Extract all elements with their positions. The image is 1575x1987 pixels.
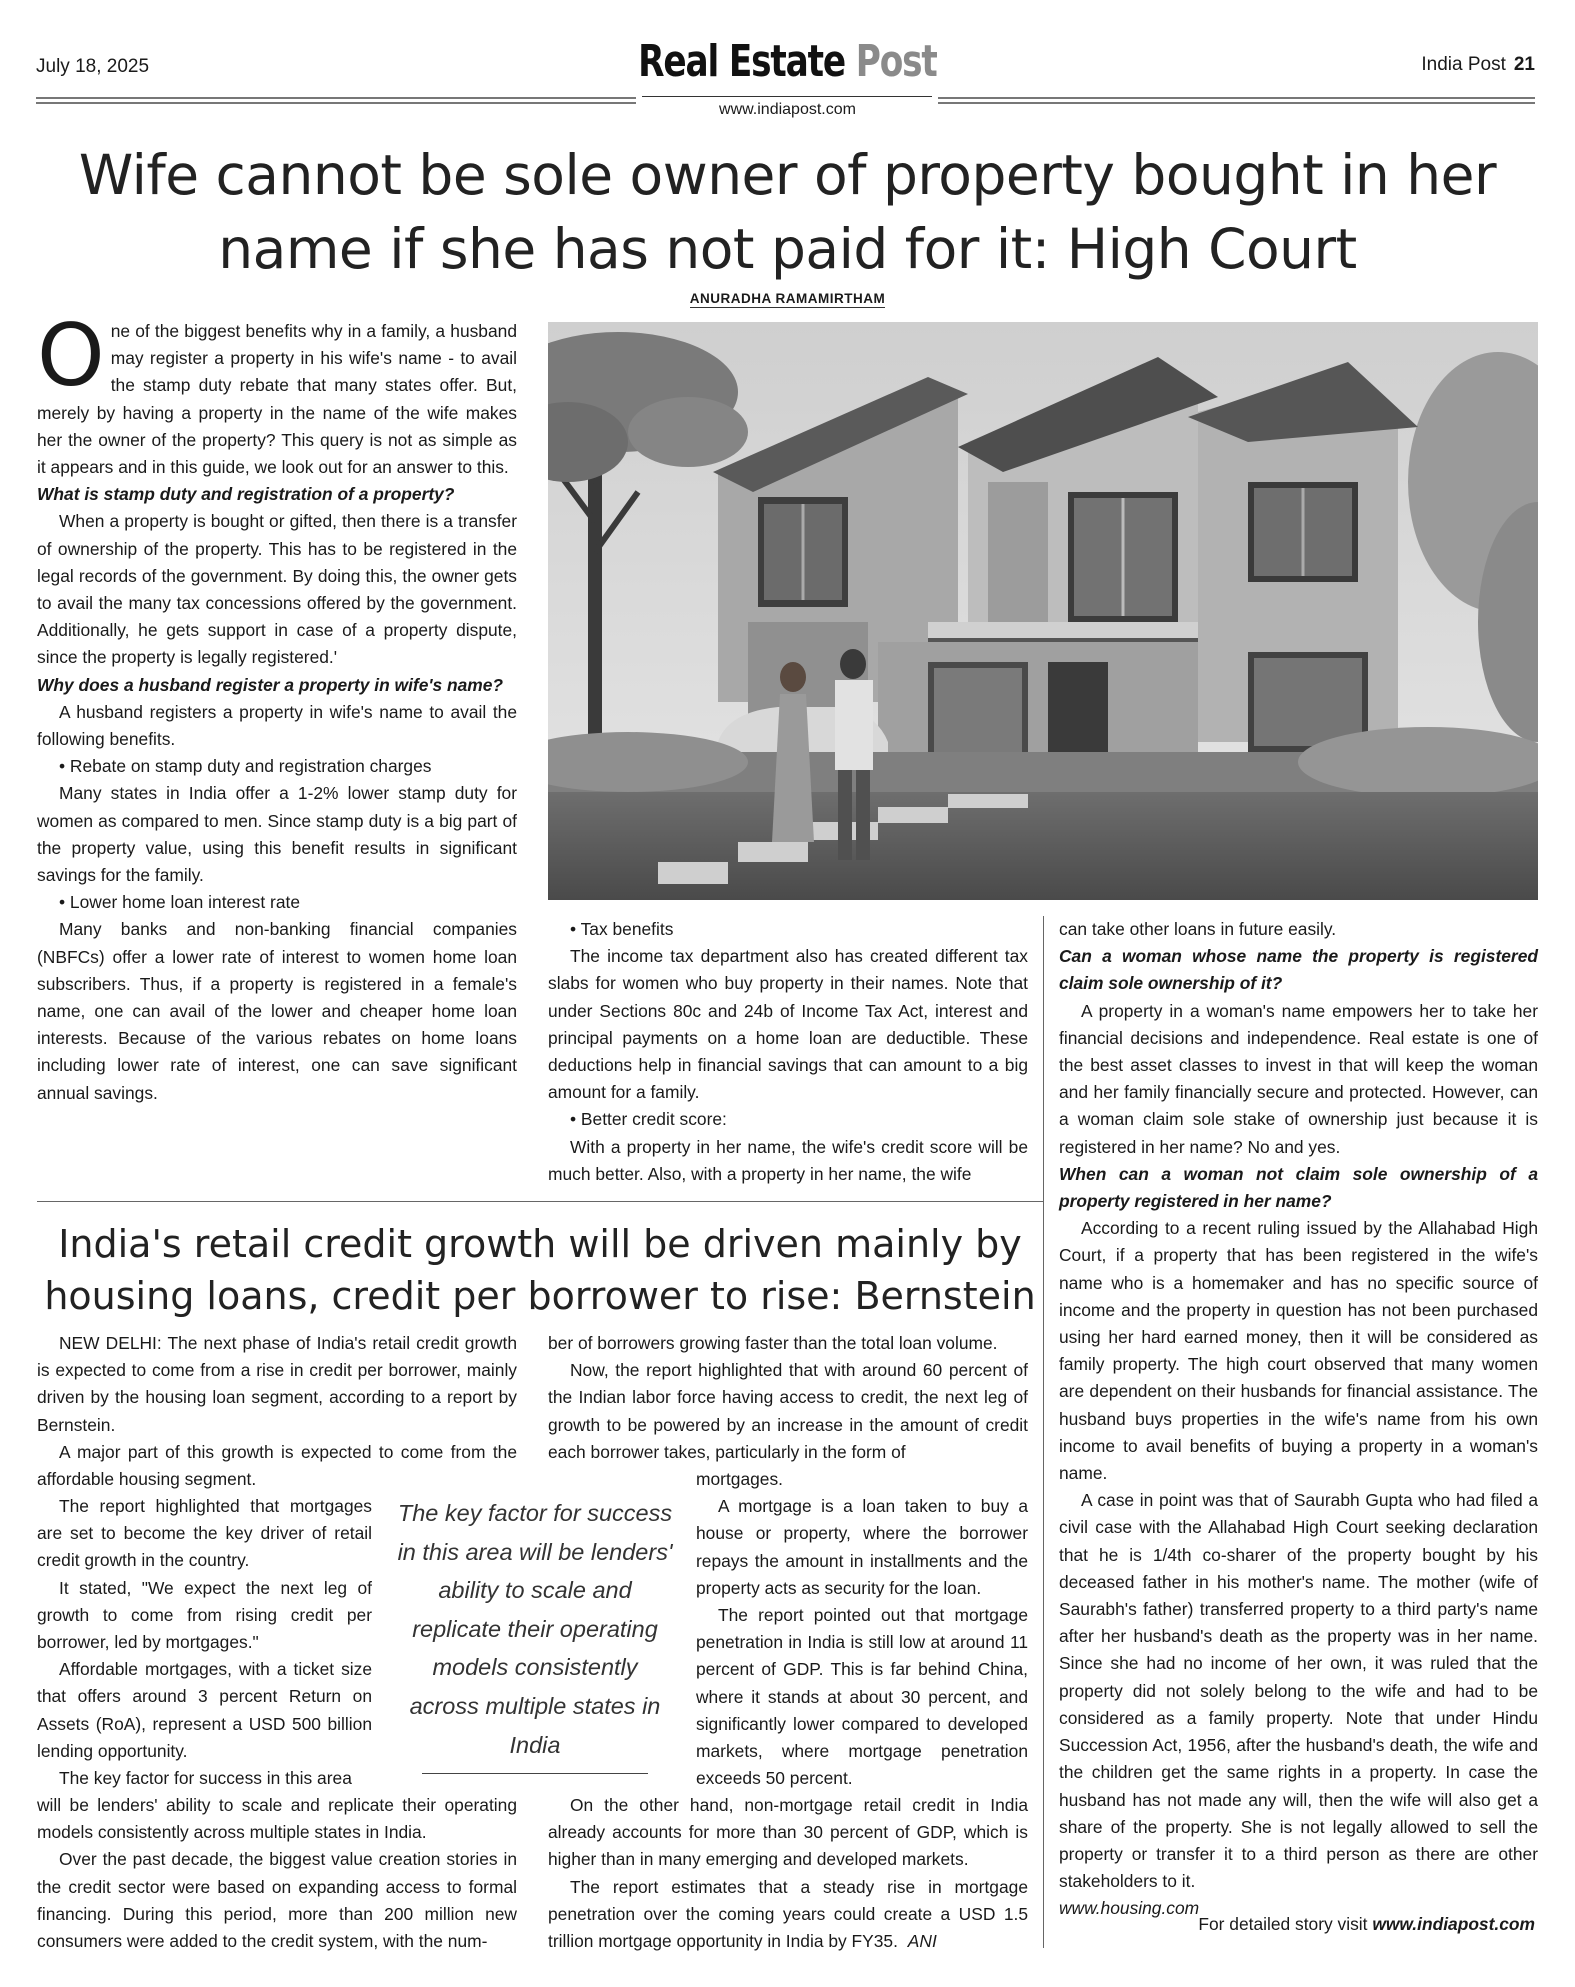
paragraph: • Lower home loan interest rate <box>59 892 300 913</box>
paragraph: • Tax benefits <box>570 919 674 939</box>
paragraph: A case in point was that of Saurabh Gupta who had filed a civil case with the Allahabad High Court seeking declaration that he is 1/4th co-sharer of the property bought by his deceased father in his mother's name. The mother (wife of Saurabh's father) transferred property to a third party's name after her husband's death as the property was in her name. Since she had no income of her own, it was ruled that the property did not solely belong to the wife and had to be considered as a family property. Note that under Hindu Succession Act, 1956, after the husband's death, the wife and the children get the same rights in a property. In case the husband has not made any will, then the wife will also get a share of the property. She is not legally allowed to sell the property or transfer it to a third person as there are other stakeholders to it. <box>1059 1490 1538 1892</box>
paragraph: A property in a woman's name empowers her to take her financial decisions and independence. Real estate is one of the best asset classes to invest in that will keep the woman and her family financially secure and protected. However, can a woman claim sole stake of ownership just because it is registered in her name? No and yes. <box>1059 1000 1538 1157</box>
page-number: 21 <box>1513 54 1535 75</box>
paragraph: The income tax department also has created different tax slabs for women who buy property in their names. Note that under Sections 80c and 24b of Income Tax Act, interest and principal payments on a home loan are deductible. These deductions help in financial savings that can amount to a big amount for a family. <box>548 946 1028 1103</box>
article-column-3 <box>1059 916 1538 1923</box>
paragraph: According to a recent ruling issued by the Allahabad High Court, if a property that has been registered in the wife's name who is a homemaker and has no specific source of income and the property in question has not been purchased using her hard earned money, then it will be considered as family property. The high court observed that many women are dependent on their husbands for financial assistance. The husband buys properties in the wife's name from his own income to avail benefits of buying a property in a woman's name. <box>1059 1218 1538 1484</box>
article-headline: Wife cannot be sole owner of property bought in her name if she has not paid for it: High Court <box>78 143 1497 281</box>
paragraph: The report pointed out that mortgage penetration in India is still low at around 11 percent of GDP. This is far behind China, where it stands at about 30 percent, and significantly lower compared to developed markets, where mortgage penetration exceeds 50 percent. <box>696 1605 1028 1789</box>
masthead-url[interactable]: www.indiapost.com <box>719 101 856 118</box>
paragraph: NEW DELHI: The next phase of India's retail credit growth is expected to come from a rise in credit per borrower, mainly driven by the housing loan segment, according to a report by Bernstein. <box>37 1333 517 1435</box>
pull-quote-rule <box>422 1773 648 1774</box>
publication-name: India Post <box>1421 54 1506 75</box>
subheading: When can a woman not claim sole ownership of a property registered in her name? <box>1059 1163 1538 1212</box>
footer-url[interactable]: www.indiapost.com <box>1372 1914 1535 1934</box>
subheading: Can a woman whose name the property is registered claim sole ownership of it? <box>1059 946 1538 994</box>
source-tag: ANI <box>907 1931 937 1952</box>
paragraph: ne of the biggest benefits why in a family, a husband may register a property in his wife's name - to avail the stamp duty rebate that many states offer. But, merely by having a property in the name of the wife makes her the owner of the property? This query is not as simple as it appears and in this guide, we look out for an answer to this. <box>37 321 517 478</box>
footer-link <box>1198 1914 1535 1935</box>
paragraph: The report estimates that a steady rise in mortgage penetration over the coming years could create a USD 1.5 trillion mortgage opportunity in India by FY35. ANI <box>548 1876 1028 1952</box>
paragraph: With a property in her name, the wife's credit score will be much better. Also, with a property in her name, the wife <box>548 1136 1028 1184</box>
paragraph: will be lenders' ability to scale and replicate their operating models consistently across multiple states in India. <box>37 1795 517 1843</box>
paragraph: www.housing.com <box>1059 1898 1200 1919</box>
column-divider <box>1043 916 1044 1948</box>
pull-quote: The key factor for success in this area will be lenders' ability to scale and replicate their operating models consistently across multiple states in India <box>397 1500 673 1758</box>
subheading: Why does a husband register a property in wife's name? <box>37 674 504 695</box>
paragraph: On the other hand, non-mortgage retail credit in India already accounts for more than 30 percent of GDP, which is higher than in many emerging and developed markets. <box>548 1795 1028 1870</box>
article2-headline: India's retail credit growth will be driven mainly by housing loans, credit per borrower to rise: Bernstein <box>44 1222 1036 1318</box>
footer-prefix: For detailed story visit <box>1198 1914 1368 1934</box>
article2-column-1-top <box>37 1330 517 1493</box>
paragraph: mortgages. <box>696 1469 783 1489</box>
house-photo <box>548 322 1538 900</box>
article2-column-2-narrow <box>696 1466 1028 1792</box>
article-column-1 <box>37 306 517 1107</box>
paragraph: Now, the report highlighted that with around 60 percent of the Indian labor force having access to credit, the next leg of growth to be powered by an increase in the amount of credit each borrower takes, particularly in the form of <box>548 1360 1028 1462</box>
paragraph: Many states in India offer a 1-2% lower stamp duty for women as compared to men. Since stamp duty is a big part of the property value, using this benefit results in significant savings for the family. <box>37 783 517 886</box>
article2-column-2-top <box>548 1330 1028 1466</box>
paragraph: A major part of this growth is expected to come from the affordable housing segment. <box>37 1441 517 1490</box>
paragraph: ber of borrowers growing faster than the total loan volume. <box>548 1333 998 1353</box>
paragraph: can take other loans in future easily. <box>1059 919 1337 939</box>
paragraph: • Better credit score: <box>570 1109 727 1130</box>
paragraph: Over the past decade, the biggest value creation stories in the credit sector were based on expanding access to formal financing. During this period, more than 200 million new consumers were added to the credit system, with the num- <box>37 1849 517 1952</box>
drop-cap: O <box>37 306 105 406</box>
masthead-title: Real Estate <box>638 36 846 87</box>
page-folio <box>1421 54 1535 76</box>
article2-column-2-bottom <box>548 1792 1028 1955</box>
author-name: ANURADHA RAMAMIRTHAM <box>689 291 886 306</box>
paragraph: The report highlighted that mortgages are set to become the key driver of retail credit growth in the country. <box>37 1496 372 1571</box>
article2-column-1-narrow <box>37 1493 372 1792</box>
paragraph: • Rebate on stamp duty and registration charges <box>59 756 432 777</box>
article-divider <box>37 1201 1043 1202</box>
paragraph: A mortgage is a loan taken to buy a house or property, where the borrower repays the amount in installments and the property acts as security for the loan. <box>696 1496 1028 1598</box>
paragraph: The key factor for success in this area <box>59 1768 352 1789</box>
subheading: What is stamp duty and registration of a property? <box>37 484 455 505</box>
masthead-title-accent: Post <box>855 36 937 87</box>
masthead-underline <box>642 96 932 97</box>
paragraph: When a property is bought or gifted, then there is a transfer of ownership of the property. This has to be registered in the legal records of the government. By doing this, the owner gets to avail the many tax concessions offered by the government. Additionally, he gets support in case of a property dispute, since the property is legally registered.' <box>37 511 517 668</box>
paragraph: Many banks and non-banking financial companies (NBFCs) offer a lower rate of interest to women home loan subscribers. Thus, if a property is registered in a female's name, one can avail of the lower and cheaper home loan interests. Because of the various rebates on home loans including lower rate of interest, one can save significant annual savings. <box>37 919 517 1103</box>
article-column-2 <box>548 916 1028 1188</box>
masthead <box>0 36 1575 87</box>
issue-date: July 18, 2025 <box>36 56 150 77</box>
paragraph: A husband registers a property in wife's name to avail the following benefits. <box>37 701 517 750</box>
paragraph: It stated, "We expect the next leg of growth to come from rising credit per borrower, led by mortgages." <box>37 1577 372 1653</box>
article2-column-1-bottom <box>37 1792 517 1955</box>
byline <box>0 291 1575 306</box>
paragraph: Affordable mortgages, with a ticket size that offers around 3 percent Return on Assets (RoA), represent a USD 500 billion lending opportunity. <box>37 1659 372 1761</box>
